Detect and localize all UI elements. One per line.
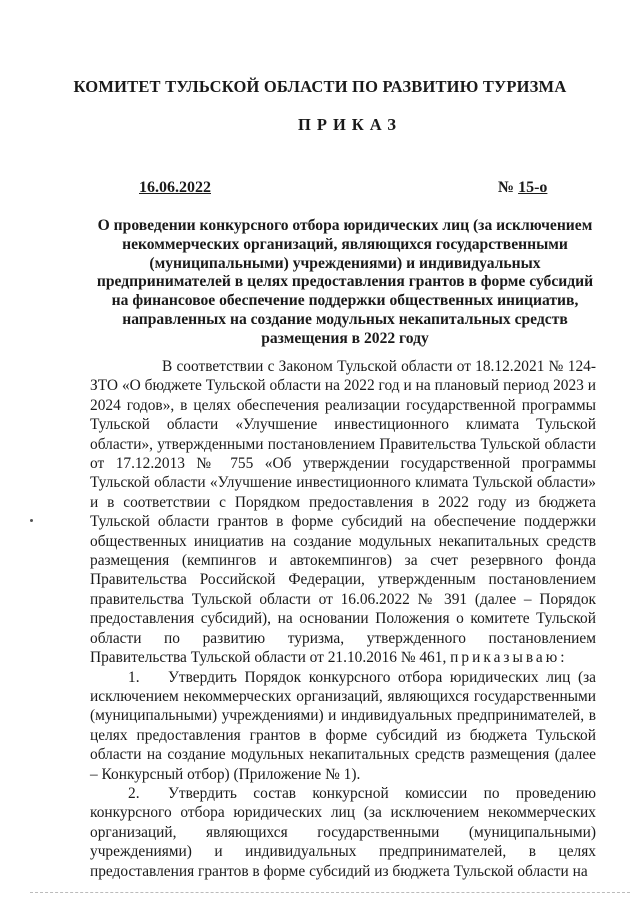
document-number-value: 15-о: [518, 179, 548, 196]
scan-bottom-line: [30, 892, 630, 894]
organization-title: КОМИТЕТ ТУЛЬСКОЙ ОБЛАСТИ ПО РАЗВИТИЮ ТУРИЗМА: [73, 77, 567, 96]
document-subject: О проведении конкурсного отбора юридических лиц (за исключением некоммерческих организаций, являющихся государственными (муниципальными) учреждениями) и индивидуальных предпринимателей в целях предоставления грантов в форме субсидий на финансовое обеспечение поддержки общественных инициатив, направленных на создание модульных некапитальных средств размещения в 2022 году: [96, 217, 594, 347]
order-word: приказываю:: [450, 649, 568, 667]
document-number-prefix: №: [498, 179, 515, 196]
document-body: [90, 357, 596, 881]
item-2-number: 2.: [128, 784, 140, 802]
preamble-paragraph: [90, 357, 596, 668]
preamble-text: В соответствии с Законом Тульской области от 18.12.2021 № 124-ЗТО «О бюджете Тульской области на 2022 год и на плановый период 2023 и 2024 годов», в целях обеспечения реализации государственной программы Тульской области «Улучшение инвестиционного климата Тульской области», утвержденными постановлением Правительства Тульской области от 17.12.2013 № 755 «Об утверждении государственной программы Тульской области «Улучшение инвестиционного климата Тульской области» и в соответствии с Порядком предоставления в 2022 году из бюджета Тульской области грантов в форме субсидий на обеспечение поддержки общественных инициатив на создание модульных некапитальных средств размещения (кемпингов и автокемпингов) за счет резервного фонда Правительства Российской Федерации, утвержденным постановлением правительства Тульской области от 16.06.2022 № 391 (далее – Порядок предоставления субсидий), на основании Положения о комитете Тульской области по развитию туризма, утвержденного постановлением Правительства Тульской области от 21.10.2016 № 461,: [90, 358, 596, 667]
item-2-text: Утвердить состав конкурсной комиссии по проведению конкурсного отбора юридических лиц (за исключением некоммерческих организаций, являющихся государственными (муниципальными) учреждениями) и индивидуальных предпринимателей, в целях предоставления грантов в форме субсидий из бюджета Тульской области на: [90, 784, 596, 880]
item-1-number: 1.: [128, 668, 140, 686]
document-number: [498, 179, 547, 197]
document-type-title: ПРИКАЗ: [298, 115, 402, 134]
item-1-paragraph: [90, 668, 596, 784]
item-1-text: Утвердить Порядок конкурсного отбора юридических лиц (за исключением некоммерческих организаций, являющихся государственными (муниципальными) учреждениями) и индивидуальных предпринимателей, в целях предоставления грантов в форме субсидий из бюджета Тульской области на создание модульных некапитальных средств размещения (далее – Конкурсный отбор) (Приложение № 1).: [90, 668, 596, 783]
item-2-paragraph: [90, 784, 596, 881]
scan-dot: [30, 519, 33, 522]
document-date: 16.06.2022: [139, 179, 211, 196]
